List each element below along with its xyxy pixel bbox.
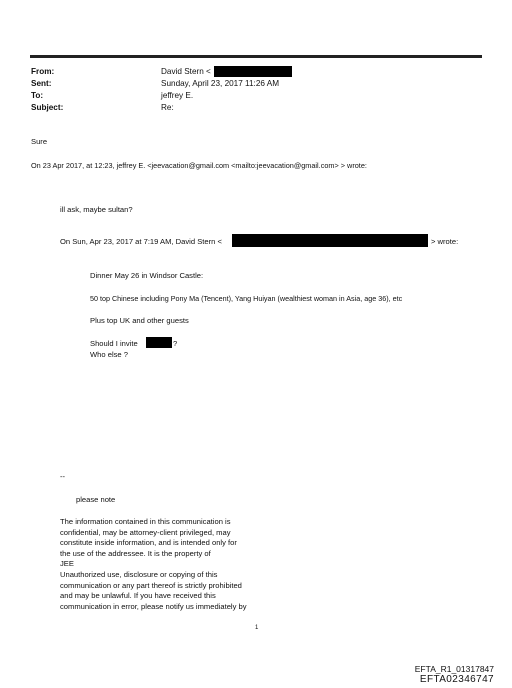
- disclaimer-line: the use of the addressee. It is the property of: [60, 548, 211, 558]
- disclaimer-line: confidential, may be attorney-client privileged, may: [60, 527, 231, 537]
- please-note: please note: [76, 495, 116, 504]
- redaction-box: [232, 234, 428, 247]
- to-value: jeffrey E.: [161, 91, 194, 100]
- message-line-4-prefix: Should I invite: [90, 339, 138, 348]
- disclaimer-line: The information contained in this communication is: [60, 517, 231, 526]
- message-line-3: Plus top UK and other guests: [90, 316, 189, 325]
- page-number: 1: [255, 625, 259, 631]
- header-rule: [30, 55, 482, 58]
- redaction-box: [214, 66, 292, 77]
- bates-number-primary: EFTA_R1_01317847: [414, 664, 494, 674]
- disclaimer-line: JEE: [60, 559, 74, 569]
- message-line-2: 50 top Chinese including Pony Ma (Tencent), Yang Huiyan (wealthiest woman in Asia, age 36), etc: [90, 294, 403, 303]
- disclaimer-line: communication in error, please notify us immediately by: [60, 601, 247, 611]
- sent-value: Sunday, April 23, 2017 11:26 AM: [161, 79, 280, 88]
- subject-value: Re:: [161, 103, 174, 112]
- reply-text: Sure: [31, 137, 48, 146]
- to-label: To:: [31, 91, 44, 100]
- disclaimer-line: constitute inside information, and is intended only for: [60, 538, 237, 548]
- message-line-4-suffix: ?: [173, 339, 178, 348]
- message-line-1: Dinner May 26 in Windsor Castle:: [90, 271, 204, 280]
- subject-label: Subject:: [31, 103, 64, 112]
- disclaimer-line: communication or any part thereof is strictly prohibited: [60, 580, 242, 590]
- quote2-header-suffix: > wrote:: [431, 237, 459, 246]
- signature-dashes: --: [60, 472, 66, 481]
- from-label: From:: [31, 67, 55, 76]
- redaction-box: [146, 337, 172, 348]
- quote2-header-prefix: On Sun, Apr 23, 2017 at 7:19 AM, David Stern <: [60, 237, 222, 246]
- bates-number-secondary: EFTA02346747: [419, 674, 494, 685]
- disclaimer-line: and may be unlawful. If you have received this: [60, 591, 216, 601]
- quote1-header: On 23 Apr 2017, at 12:23, jeffrey E. <jeevacation@gmail.com <mailto:jeevacation@gmail.com> > wrote:: [31, 161, 367, 170]
- sent-label: Sent:: [31, 79, 52, 88]
- quote1-text: ill ask, maybe sultan?: [60, 205, 133, 214]
- disclaimer-line: Unauthorized use, disclosure or copying of this: [60, 569, 218, 579]
- disclaimer-block: [60, 517, 247, 612]
- message-line-5: Who else ?: [90, 350, 128, 359]
- from-value: David Stern <: [161, 67, 211, 76]
